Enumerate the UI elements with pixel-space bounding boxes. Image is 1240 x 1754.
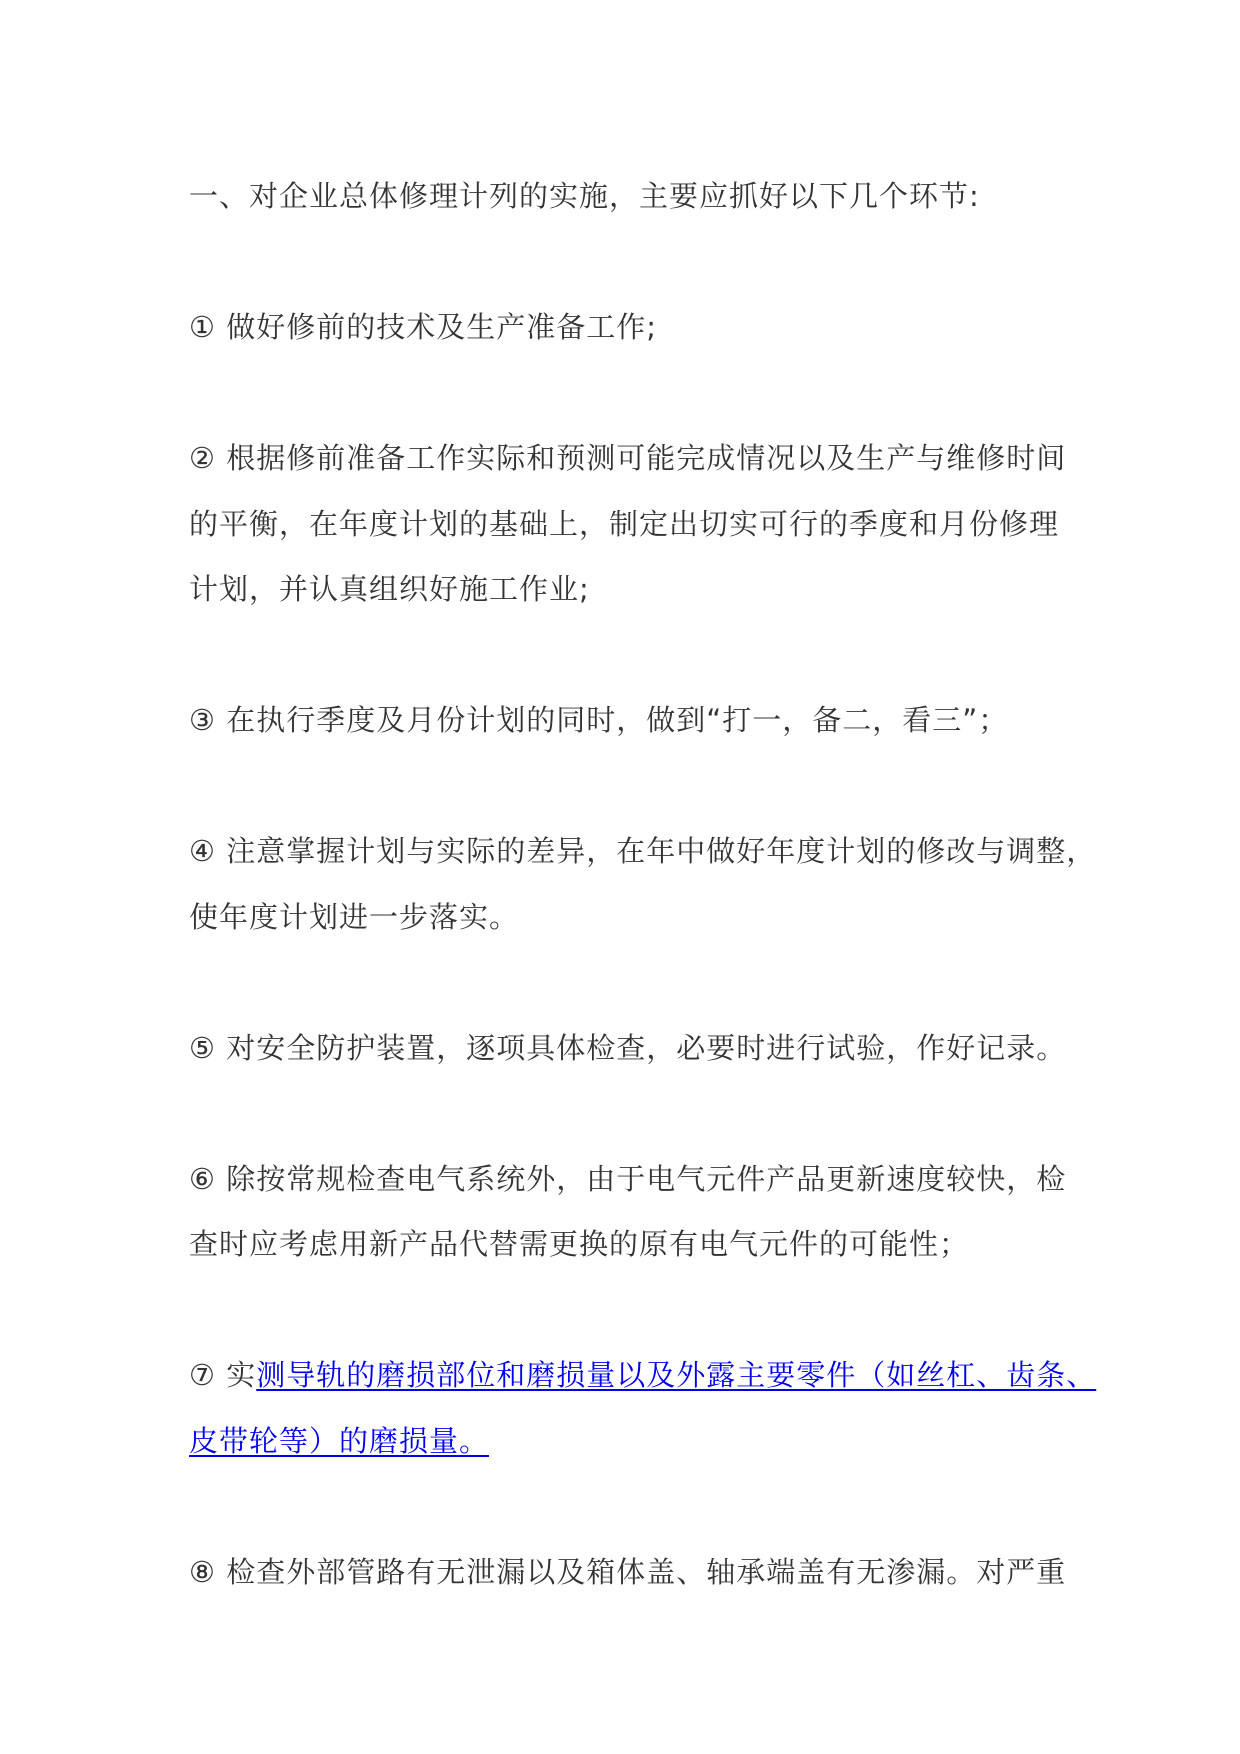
list-item-line: 使年度计划进一步落实。 [189,899,520,934]
list-item-line: 查时应考虑用新产品代替需更换的原有电气元件的可能性； [189,1227,970,1261]
list-item-line: ⑧ 检查外部管路有无泄漏以及箱体盖、轴承端盖有无渗漏。对严重 [189,1554,1067,1589]
list-item-5 [189,1016,1189,1082]
list-item-line: ⑥ 除按常规检查电气系统外，由于电气元件产品更新速度较快，检 [189,1161,1067,1196]
list-item-4 [189,819,1189,950]
list-item-line: ② 根据修前准备工作实际和预测可能完成情况以及生产与维修时间 [189,441,1067,475]
list-item-3 [189,688,1189,754]
list-item-line: ③ 在执行季度及月份计划的同时，做到“打一，备二，看三”； [189,703,1009,737]
list-item-1 [189,295,1189,361]
document-body [189,164,1189,1671]
inline-link-text[interactable]: 测导轨的磨损部位和磨损量以及外露主要零件（如丝杠、齿条、 [256,1358,1097,1392]
list-item-line [189,1409,1189,1475]
list-item-line: ⑤ 对安全防护装置，逐项具体检查，必要时进行试验，作好记录。 [189,1030,1067,1065]
section-heading [189,164,1189,230]
list-item-8 [189,1540,1189,1606]
inline-link[interactable] [256,1358,1096,1392]
inline-link[interactable] [189,1424,489,1458]
heading-line: 一、对企业总体修理计列的实施，主要应抓好以下几个环节: [189,179,980,213]
list-item-line: 的平衡，在年度计划的基础上，制定出切实可行的季度和月份修理 [189,506,1060,541]
list-item-line: ① 做好修前的技术及生产准备工作; [189,310,657,344]
list-item-7 [189,1343,1189,1474]
list-item-2 [189,426,1189,623]
list-item-line [189,1343,1189,1409]
list-item-6 [189,1147,1189,1278]
inline-link-text[interactable]: 皮带轮等）的磨损量。 [189,1423,490,1458]
list-item-line: ④ 注意掌握计划与实际的差异，在年中做好年度计划的修改与调整， [189,834,1097,868]
list-item-line: 计划，并认真组织好施工作业; [189,572,590,606]
list-item-prefix: ⑦ 实 [189,1358,257,1392]
